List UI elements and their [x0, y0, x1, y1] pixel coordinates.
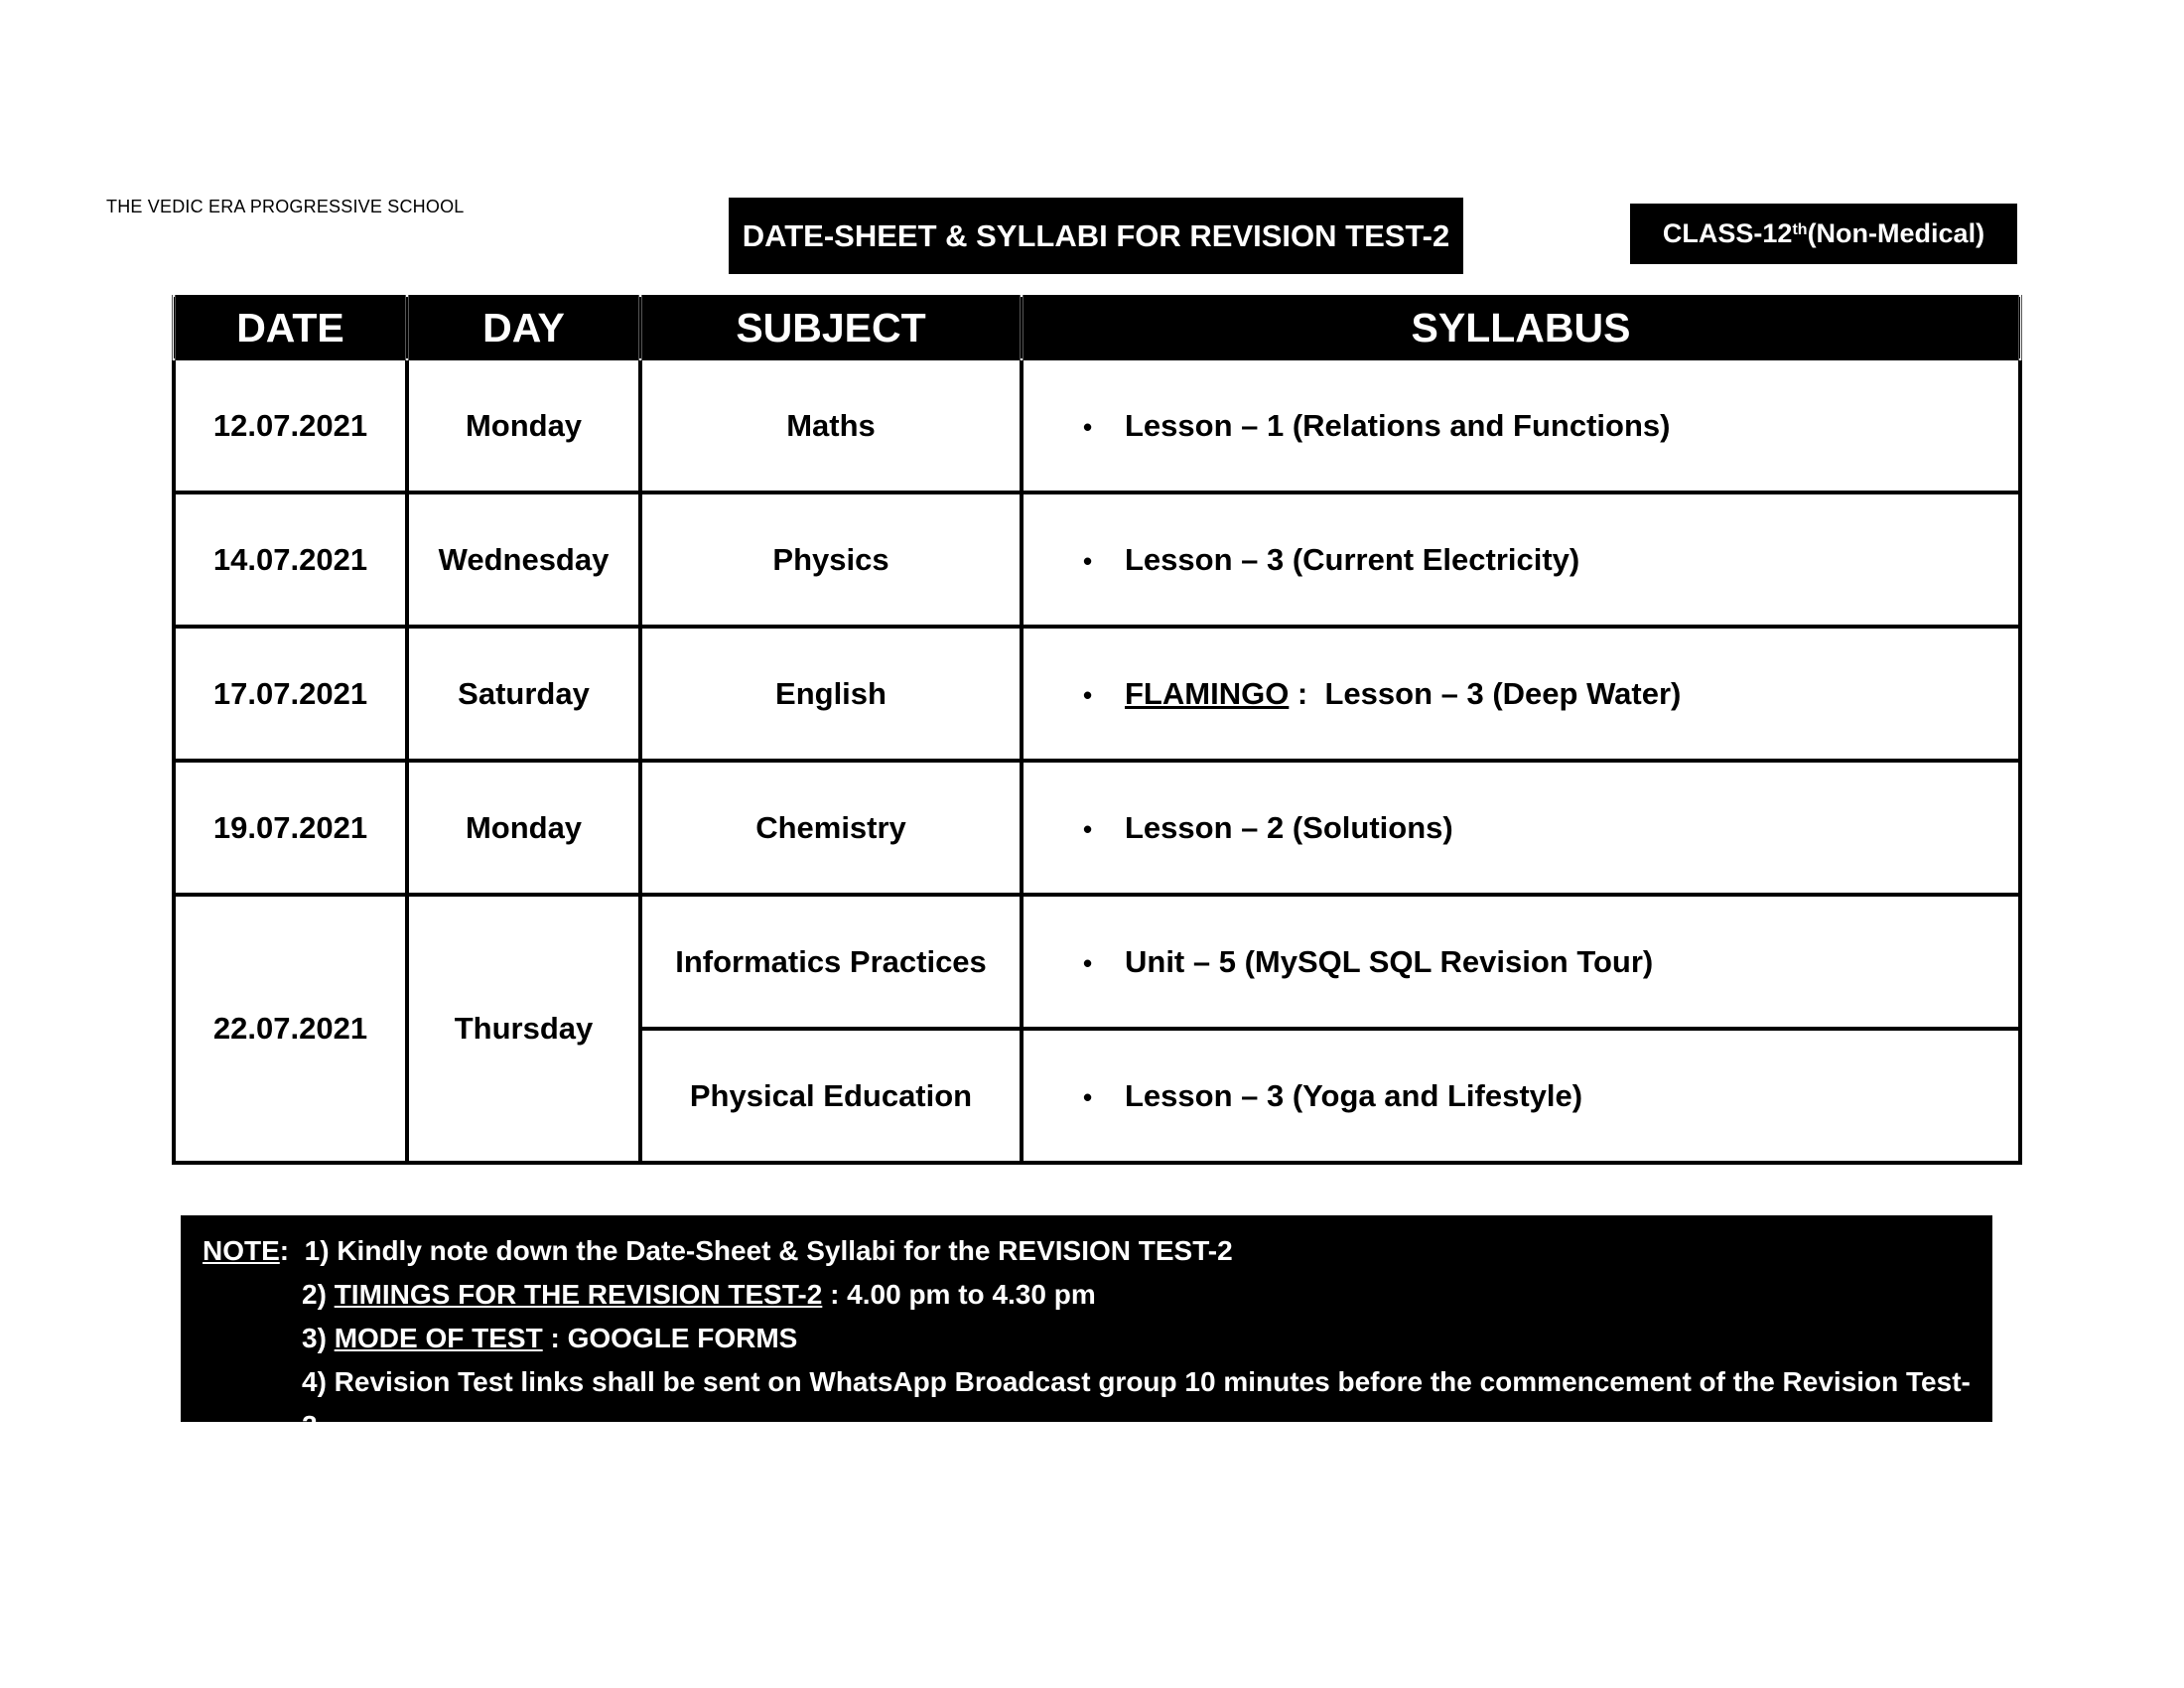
cell-subject: Physics — [640, 492, 1022, 627]
bullet-icon: • — [1083, 813, 1093, 844]
cell-syllabus — [1022, 627, 2020, 761]
note-line-1 — [203, 1229, 1992, 1273]
note-line-2-num: 2) — [302, 1279, 335, 1310]
header-syllabus: SYLLABUS — [1022, 297, 2020, 358]
note-line-2 — [203, 1273, 1992, 1317]
syllabus-text: Lesson – 3 (Deep Water) — [1324, 675, 1682, 711]
syllabus-text: Unit – 5 (MySQL SQL Revision Tour) — [1125, 943, 1654, 979]
page-title: DATE-SHEET & SYLLABI FOR REVISION TEST-2 — [729, 198, 1463, 274]
datesheet-table — [172, 295, 2022, 1165]
table-row — [174, 761, 2020, 895]
cell-day: Monday — [407, 358, 640, 492]
cell-date: 12.07.2021 — [174, 358, 407, 492]
note-box — [181, 1215, 1992, 1441]
cell-subject: Informatics Practices — [640, 895, 1022, 1029]
cell-date: 14.07.2021 — [174, 492, 407, 627]
table-header-row — [174, 297, 2020, 358]
cell-subject: Physical Education — [640, 1029, 1022, 1163]
cell-date: 22.07.2021 — [174, 895, 407, 1163]
class-label-suffix: (Non-Medical) — [1807, 218, 1985, 248]
syllabus-text: Lesson – 2 (Solutions) — [1125, 809, 1453, 845]
note-line-2-underlined: TIMINGS FOR THE REVISION TEST-2 — [334, 1279, 823, 1310]
note-line-4: 4) Revision Test links shall be sent on WhatsApp Broadcast group 10 minutes before the commencement of the Revision Test-2. — [302, 1366, 1971, 1441]
note-line-2-text: : 4.00 pm to 4.30 pm — [822, 1279, 1096, 1310]
cell-syllabus — [1022, 358, 2020, 492]
bullet-icon: • — [1083, 545, 1093, 576]
cell-syllabus — [1022, 1029, 2020, 1163]
header-date: DATE — [174, 297, 407, 358]
cell-day: Thursday — [407, 895, 640, 1163]
note-label: NOTE — [203, 1235, 280, 1266]
note-line-1-text: : 1) Kindly note down the Date-Sheet & Syllabi for the REVISION TEST-2 — [279, 1235, 1233, 1266]
cell-syllabus — [1022, 492, 2020, 627]
class-label-sup: th — [1792, 220, 1808, 238]
table-row — [174, 895, 2020, 1029]
school-name: THE VEDIC ERA PROGRESSIVE SCHOOL — [106, 197, 465, 216]
cell-syllabus — [1022, 895, 2020, 1029]
bullet-icon: • — [1083, 411, 1093, 442]
note-line-3 — [203, 1317, 1992, 1360]
cell-day: Wednesday — [407, 492, 640, 627]
syllabus-text: Lesson – 3 (Yoga and Lifestyle) — [1125, 1077, 1583, 1113]
table-row — [174, 627, 2020, 761]
table-row — [174, 358, 2020, 492]
cell-date: 17.07.2021 — [174, 627, 407, 761]
cell-subject: Chemistry — [640, 761, 1022, 895]
cell-subject: Maths — [640, 358, 1022, 492]
cell-day: Monday — [407, 761, 640, 895]
syllabus-text: Lesson – 1 (Relations and Functions) — [1125, 407, 1671, 443]
header-subject: SUBJECT — [640, 297, 1022, 358]
table-row — [174, 492, 2020, 627]
class-label — [1630, 204, 2017, 264]
cell-day: Saturday — [407, 627, 640, 761]
class-label-prefix: CLASS-12 — [1662, 218, 1793, 248]
syllabus-book-title: FLAMINGO — [1125, 675, 1290, 711]
syllabus-text: Lesson – 3 (Current Electricity) — [1125, 541, 1580, 577]
note-line-3-text: : GOOGLE FORMS — [542, 1323, 798, 1353]
bullet-icon: • — [1083, 1081, 1093, 1112]
cell-subject: English — [640, 627, 1022, 761]
note-line-3-underlined: MODE OF TEST — [334, 1323, 543, 1353]
note-line-3-num: 3) — [302, 1323, 335, 1353]
syllabus-separator: : — [1289, 675, 1325, 711]
cell-syllabus — [1022, 761, 2020, 895]
cell-date: 19.07.2021 — [174, 761, 407, 895]
header-day: DAY — [407, 297, 640, 358]
bullet-icon: • — [1083, 947, 1093, 978]
bullet-icon: • — [1083, 679, 1093, 710]
